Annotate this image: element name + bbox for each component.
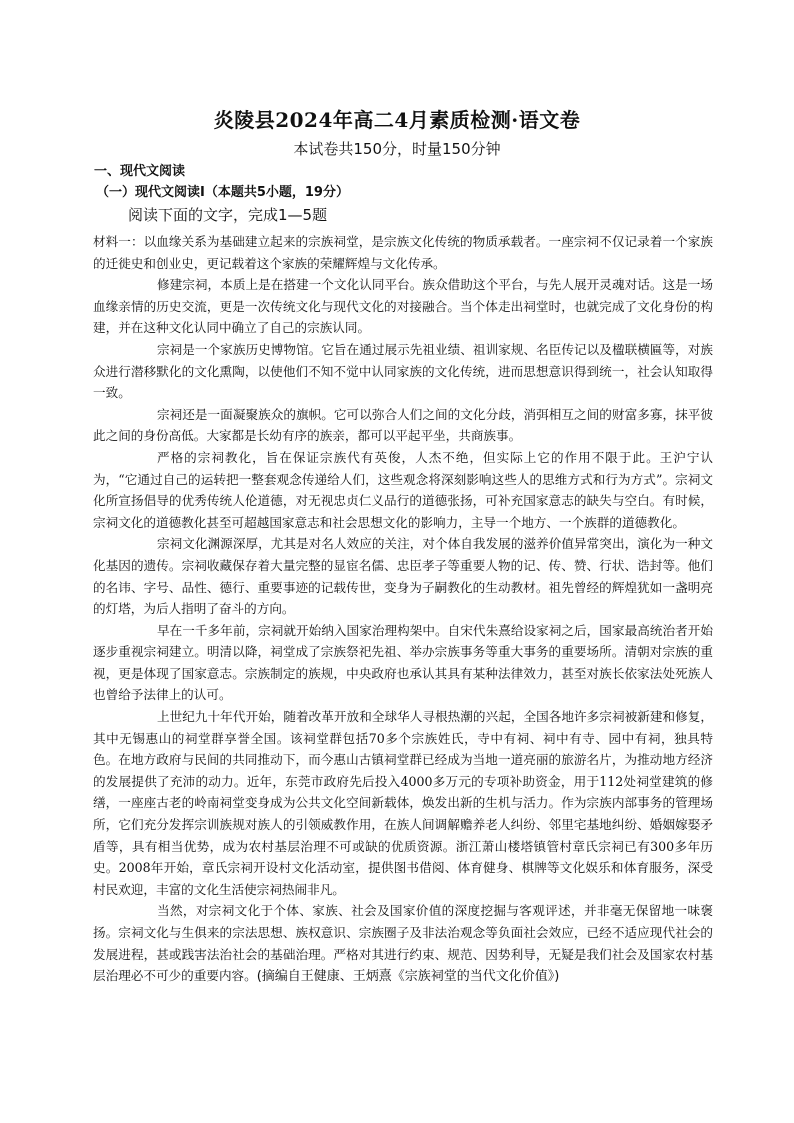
source-citation: (摘编自王健康、王炳熹《宗族祠堂的当代文化价值》) (256, 969, 560, 985)
material-paragraph-8: 上世纪九十年代开始，随着改革开放和全球华人寻根热潮的兴起，全国各地许多宗祠被新建和修复，其中无锡惠山的祠堂群享誉全国。该祠堂群包括70多个宗族姓氏，寺中有祠、祠中有寺、园中有祠，独具特色。在地方政府与民间的共同推动下，而今惠山古镇祠堂群已经成为当地一道亮丽的旅游名片，为推动地方经济的发展提供了充沛的动力。近年，东莞市政府先后投入4000多万元的专项补助资金，用于112处祠堂建筑的修缮，一座座古老的岭南祠堂变身成为公共文化空间新载体，焕发出新的生机与活力。作为宗族内部事务的管理场所，它们充分发挥宗训族规对族人的引领威教作用，在族人间调解赡养老人纠纷、邻里宅基地纠纷、婚姻嫁娶矛盾等，具有相当优势，成为农村基层治理不可或缺的优质资源。浙江萧山楼塔镇管村章氏宗祠已有300多年历史。2008年开始，章氏宗祠开设村文化活动室，提供图书借阅、体育健身、棋牌等文化娱乐和体育服务，深受村民欢迎，丰富的文化生活使宗祠热闹非凡。 (93, 709, 713, 897)
material-paragraph-2: 修建宗祠，本质上是在搭建一个文化认同平台。族众借助这个平台，与先人展开灵魂对话。这是一场血缘亲情的历史交流，更是一次传统文化与现代文化的对接融合。当个体走出祠堂时，也就完成了文化身份的构建，并在这种文化认同中确立了自己的宗族认同。 (93, 277, 713, 336)
material-paragraph-3: 宗祠是一个家族历史博物馆。它旨在通过展示先祖业绩、祖训家规、名臣传记以及楹联横匾等，对族众进行潜移默化的文化熏陶，以使他们不知不觉中认同家族的文化传统，进而思想意识得到统一，社会认知取得一致。 (93, 341, 713, 401)
subsection-heading: （一）现代文阅读Ⅰ（本题共5小题，19分） (96, 185, 349, 200)
reading-material (93, 231, 713, 988)
material-paragraph-6: 宗祠文化渊源深厚，尤其是对名人效应的关注，对个体自我发展的滋养价值异常突出，演化为一种文化基因的遗传。宗祠收藏保存着大量完整的显宦名儒、忠臣孝子等重要人物的记、传、赞、行状、诰封等。他们的名讳、字号、品性、德行、重要事迹的记载传世，变身为子嗣教化的生动教材。祖先曾经的辉煌犹如一盏明亮的灯塔，为后人指明了奋斗的方向。 (93, 536, 713, 617)
material-paragraph-7: 早在一千多年前，宗祠就开始纳入国家治理构架中。自宋代朱熹给设家祠之后，国家最高统治者开始逐步重视宗祠建立。明清以降，祠堂成了宗族祭祀先祖、举办宗族事务等重大事务的重要场所。清朝对宗族的重视，更是体现了国家意志。宗族制定的族规，中央政府也承认其具有某种法律效力，甚至对族长依家法处死族人也曾给予法律上的认可。 (93, 622, 713, 703)
exam-title: 炎陵县2024年高二4月素质检测·语文卷 (213, 108, 581, 132)
exam-subtitle: 本试卷共150分，时量150分钟 (293, 140, 501, 158)
material-paragraph-4: 宗祠还是一面凝聚族众的旗帜。它可以弥合人们之间的文化分歧，消弭相互之间的财富多寡，抹平彼此之间的身份高低。大家都是长幼有序的族亲，都可以平起平坐，共商族事。 (93, 406, 713, 444)
material-paragraph-5: 严格的宗祠教化，旨在保证宗族代有英俊，人杰不绝，但实际上它的作用不限于此。王沪宁认为，“它通过自己的运转把一整套观念传递给人们，这些观念将深刻影响这些人的思维方式和行为方式”。宗祠文化所宣扬倡导的优秀传统人伦道德，对无视忠贞仁义品行的道德张扬，可补充国家意志的缺失与空白。有时候，宗祠文化的道德教化甚至可超越国家意志和社会思想文化的影响力，主导一个地方、一个族群的道德教化。 (93, 449, 713, 530)
section-heading: 一、现代文阅读 (94, 164, 186, 179)
material-paragraph-9 (93, 900, 713, 987)
reading-instruction: 阅读下面的文字，完成1—5题 (128, 206, 328, 224)
material-paragraph-9-text: 当然，对宗祠文化于个体、家族、社会及国家价值的深度挖掘与客观评述，并非毫无保留地一味褒扬。宗祠文化与生俱来的宗法思想、族权意识、宗族圈子及非法治观念等负面社会效应，已经不适应现代社会的发展进程，甚或践害法治社会的基础治理。严格对其进行约束、规范、因势利导，无疑是我们社会及国家农村基层治理必不可少的重要内容。 (93, 903, 713, 984)
material-paragraph-1: 材料一：以血缘关系为基础建立起来的宗族祠堂，是宗族文化传统的物质承载者。一座宗祠不仅记录着一个家族的迁徙史和创业史，更记载着这个家族的荣耀辉煌与文化传承。 (93, 234, 713, 271)
